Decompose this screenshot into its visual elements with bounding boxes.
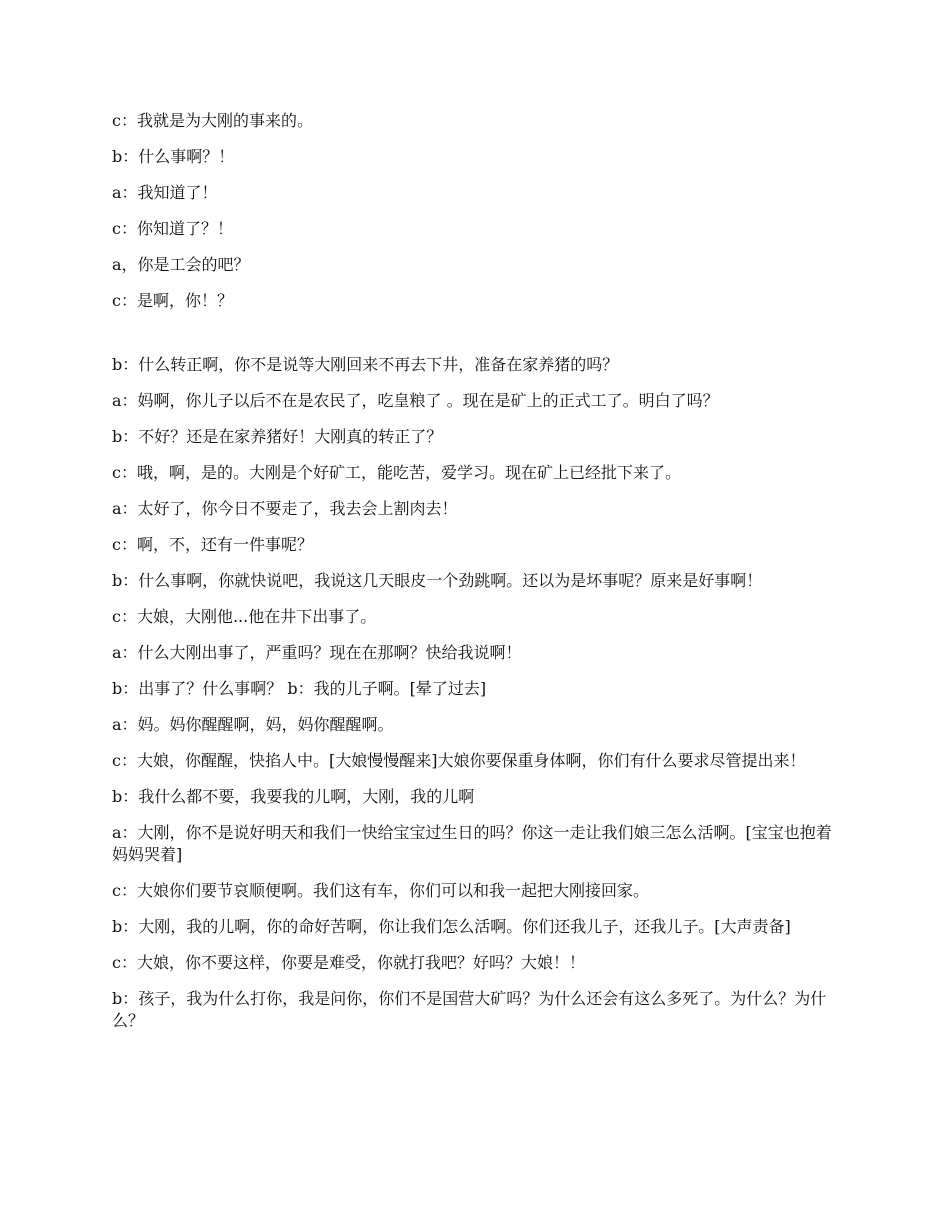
dialogue-line: b：大刚，我的儿啊，你的命好苦啊，你让我们怎么活啊。你们还我儿子，还我儿子。[大声责备] — [112, 917, 791, 936]
dialogue-line: c：啊，不，还有一件事呢？ — [112, 535, 313, 554]
dialogue-line: b：出事了？什么事啊？ b：我的儿子啊。[晕了过去] — [112, 679, 487, 698]
dialogue-line: c：大娘你们要节哀顺便啊。我们这有车，你们可以和我一起把大刚接回家。 — [112, 881, 649, 900]
dialogue-line: b：什么转正啊，你不是说等大刚回来不再去下井，准备在家养猪的吗？ — [112, 355, 619, 374]
dialogue-line: b：不好？还是在家养猪好！大刚真的转正了？ — [112, 427, 443, 446]
dialogue-line: a：妈。妈你醒醒啊，妈，妈你醒醒啊。 — [112, 715, 394, 734]
dialogue-line: a：太好了，你今日不要走了，我去会上割肉去！ — [112, 499, 458, 518]
dialogue-content — [112, 110, 838, 1046]
paragraph-gap — [112, 326, 838, 354]
dialogue-line: b：孩子，我为什么打你，我是问你，你们不是国营大矿吗？为什么还会有这么多死了。为什么？为什么？ — [112, 989, 827, 1030]
dialogue-line: c：大娘，大刚他...他在井下出事了。 — [112, 607, 377, 626]
dialogue-line: a：大刚，你不是说好明天和我们一快给宝宝过生日的吗？你这一走让我们娘三怎么活啊。[宝宝也抱着妈妈哭着] — [112, 823, 832, 864]
dialogue-line: b：什么事啊？！ — [112, 147, 235, 166]
dialogue-line: c：是啊，你！？ — [112, 291, 233, 310]
dialogue-line: c：大娘，你不要这样，你要是难受，你就打我吧？好吗？大娘！！ — [112, 953, 585, 972]
dialogue-line: b：什么事啊，你就快说吧，我说这几天眼皮一个劲跳啊。还以为是坏事呢？原来是好事啊！ — [112, 571, 763, 590]
dialogue-line: c：你知道了？！ — [112, 219, 233, 238]
dialogue-line: a：什么大刚出事了，严重吗？现在在那啊？快给我说啊！ — [112, 643, 522, 662]
dialogue-line: b：我什么都不要，我要我的儿啊，大刚，我的儿啊 — [112, 787, 475, 806]
dialogue-line: a，你是工会的吧？ — [112, 255, 250, 274]
dialogue-line: a：我知道了！ — [112, 183, 218, 202]
dialogue-line: c：大娘，你醒醒，快掐人中。[大娘慢慢醒来]大娘你要保重身体啊，你们有什么要求尽管提出来！ — [112, 751, 806, 770]
dialogue-line: a：妈啊，你儿子以后不在是农民了，吃皇粮了 。现在是矿上的正式工了。明白了吗？ — [112, 391, 719, 410]
dialogue-line: c：哦，啊，是的。大刚是个好矿工，能吃苦，爱学习。现在矿上已经批下来了。 — [112, 463, 681, 482]
dialogue-line: c：我就是为大刚的事来的。 — [112, 111, 313, 130]
